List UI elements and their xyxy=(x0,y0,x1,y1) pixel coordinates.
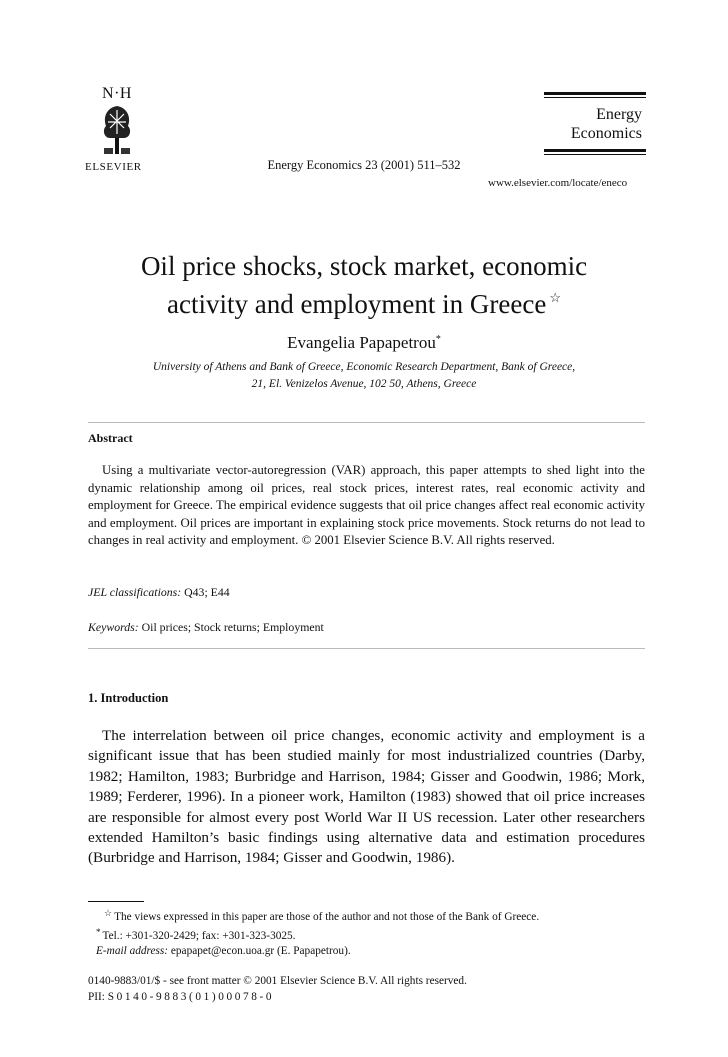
issn-line: 0140-9883/01/$ - see front matter © 2001 Elsevier Science B.V. All rights reserved. xyxy=(88,975,467,987)
publication-info xyxy=(88,973,467,1005)
journal-citation: Energy Economics 23 (2001) 511–532 xyxy=(267,158,461,172)
footnote-2-mark: * xyxy=(96,927,101,937)
footnote-rule xyxy=(88,901,144,902)
jel-label: JEL classifications: xyxy=(88,585,182,599)
footnotes xyxy=(88,906,648,959)
journal-brand xyxy=(544,92,646,155)
footnote-1-mark: ☆ xyxy=(104,908,113,918)
title-footnote-mark[interactable]: ☆ xyxy=(549,290,561,305)
brand-rule-bottom-thin xyxy=(544,154,646,155)
email-label: E-mail address: xyxy=(96,945,169,957)
author-name-line xyxy=(0,333,728,353)
footnote-email xyxy=(88,944,648,959)
author-footnote-mark[interactable]: * xyxy=(435,334,441,345)
publisher-mark: N·H xyxy=(102,85,132,102)
footnote-1-text: The views expressed in this paper are those of the author and not those of the Bank of Greece. xyxy=(114,911,540,923)
abstract-heading: Abstract xyxy=(88,431,133,445)
affiliation-line1: University of Athens and Bank of Greece, Economic Research Department, Bank of Greece, xyxy=(152,361,576,373)
brand-rule-bottom xyxy=(544,149,646,152)
pii-label: PII: xyxy=(88,991,105,1003)
email-value[interactable]: epapapet@econ.uoa.gr (E. Papapetrou). xyxy=(170,945,351,957)
abstract-paragraph: Using a multivariate vector-autoregression (VAR) approach, this paper attempts to shed light into the dynamic relationship among oil prices, real stock prices, interest rates, real economic activity and employment for Greece. The empirical evidence suggests that oil price changes affect real economic activity and employment. Oil prices are important in explaining stock price movements. Stock returns do not lead to changes in real activity and employment. © 2001 Elsevier Science B.V. All rights reserved. xyxy=(88,463,645,548)
footnote-2 xyxy=(88,925,648,944)
footnote-2-text: Tel.: +301-320-2429; fax: +301-323-3025. xyxy=(102,930,296,942)
affiliation-line2: 21, El. Venizelos Avenue, 102 50, Athens, Greece xyxy=(251,378,477,390)
abstract-body xyxy=(88,462,645,550)
publisher-logo xyxy=(97,86,137,161)
affiliation xyxy=(0,359,728,393)
pii-value: S0140-9883(01)00078-0 xyxy=(107,991,275,1003)
elsevier-tree-icon xyxy=(100,104,134,156)
journal-title-line1: Energy xyxy=(596,106,642,123)
abstract-divider-bottom xyxy=(88,648,645,649)
brand-rule-top-thin xyxy=(544,97,646,98)
journal-url[interactable]: www.elsevier.com/locate/eneco xyxy=(488,177,628,189)
title-line1: Oil price shocks, stock market, economic xyxy=(140,251,588,281)
title-line2: activity and employment in Greece xyxy=(166,289,547,319)
publisher-name: ELSEVIER xyxy=(85,161,142,173)
pii-line xyxy=(88,989,467,1005)
article-title xyxy=(0,250,728,320)
footnote-1 xyxy=(88,906,648,925)
author-name: Evangelia Papapetrou xyxy=(287,333,436,352)
jel-classifications xyxy=(88,585,230,600)
abstract-divider-top xyxy=(88,422,645,423)
keywords-value: Oil prices; Stock returns; Employment xyxy=(141,620,324,634)
journal-title xyxy=(544,105,642,143)
keywords-label: Keywords: xyxy=(88,620,139,634)
journal-title-line2: Economics xyxy=(570,125,642,142)
intro-paragraph: The interrelation between oil price changes, economic activity and employment is a significant issue that has been studied mainly for most industrialized countries (Darby, 1982; Hamilton, 1983; Burbridge and Harrison, 1984; Gisser and Goodwin, 1986; Mork, 1989; Ferderer, 1996). In a pioneer work, Hamilton (1983) showed that oil price increases are responsible for almost every post World War II US recession. Later other researchers extended Hamilton’s basic findings using alternative data and estimation procedures (Burbridge and Harrison, 1984; Gisser and Goodwin, 1986). xyxy=(88,727,645,867)
section-heading: 1. Introduction xyxy=(88,691,169,705)
jel-value: Q43; E44 xyxy=(184,585,230,599)
keywords xyxy=(88,620,324,635)
brand-rule-top xyxy=(544,92,646,95)
section-body xyxy=(88,726,645,869)
